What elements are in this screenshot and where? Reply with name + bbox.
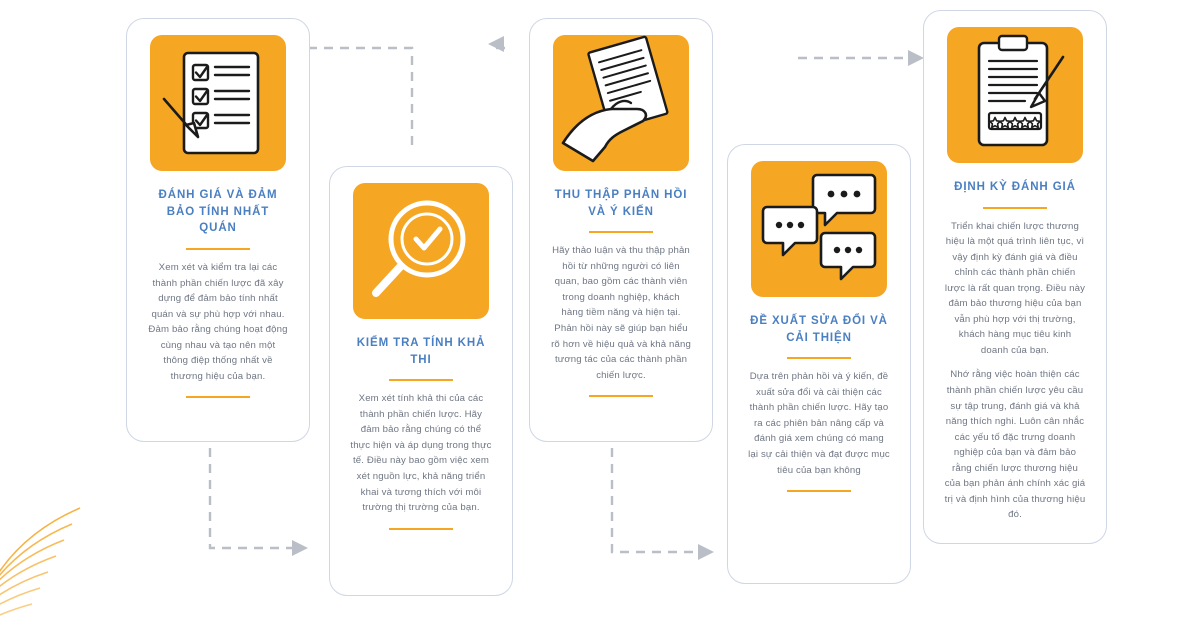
- hand-document-icon: [553, 35, 689, 171]
- title-divider: [983, 207, 1047, 209]
- bottom-divider: [389, 528, 453, 530]
- connector-4-5: [790, 28, 940, 148]
- card-body: [550, 243, 692, 383]
- card-body: [147, 260, 289, 384]
- title-divider: [589, 231, 653, 233]
- card-de-xuat-sua-doi-va-cai-thien[interactable]: [727, 144, 911, 584]
- title-divider: [389, 379, 453, 381]
- card-paragraph: Dựa trên phản hồi và ý kiến, đề xuất sửa đổi và cải thiện các thành phần chiến lược. Hãy tạo ra các phiên bản nâng cấp và đánh giá xem chúng có mang lại sự cải thiện và đạt được mục tiêu của bạn không: [748, 371, 890, 476]
- bottom-divider: [589, 395, 653, 397]
- clipboard-rating-icon: [947, 27, 1083, 163]
- card-title: KIỂM TRA TÍNH KHẢ THI: [356, 337, 486, 366]
- connector-2-3: [300, 36, 530, 166]
- card-paragraph: Xem xét tính khả thi của các thành phần chiến lược. Hãy đảm bảo rằng chúng có thể thực hiện và áp dụng trong thực tế. Điều này bao gồm việc xem xét nguồn lực, khả năng triển khai và tương thích với môi trường thị trường của bạn.: [350, 393, 492, 514]
- bottom-divider: [787, 490, 851, 492]
- connector-1-2: [180, 448, 330, 568]
- card-title: ĐÁNH GIÁ VÀ ĐẢM BẢO TÍNH NHẤT QUÁN: [158, 189, 278, 235]
- card-body: [944, 219, 1086, 523]
- speech-bubbles-icon: [751, 161, 887, 297]
- checklist-pencil-icon: [150, 35, 286, 171]
- bottom-divider: [186, 396, 250, 398]
- card-thu-thap-phan-hoi-va-y-kien[interactable]: [529, 18, 713, 442]
- connector-3-4: [588, 448, 736, 568]
- card-title: ĐỊNH KỲ ĐÁNH GIÁ: [954, 181, 1076, 193]
- title-divider: [787, 357, 851, 359]
- card-title: THU THẬP PHẢN HỒI VÀ Ý KIẾN: [554, 189, 688, 218]
- card-body: [350, 391, 492, 515]
- card-paragraph: Triển khai chiến lược thương hiệu là một quá trình liên tục, vì vậy định kỳ đánh giá và điều chỉnh các thành phần chiến lược là rất quan trọng. Điều này đảm bảo thương hiệu của bạn vẫn phù hợp với thị trường, khách hàng mục tiêu kinh doanh của bạn.: [944, 220, 1086, 356]
- title-divider: [186, 248, 250, 250]
- card-dinh-ky-danh-gia[interactable]: [923, 10, 1107, 544]
- card-paragraph: Nhớ rằng việc hoàn thiện các thành phần chiến lược yêu cầu sự tập trung, đánh giá và khả năng thích nghi. Luôn cân nhắc các yếu tố đặc trưng doanh nghiệp của bạn và đảm bảo rằng chiến lược thương hiệu của bạn phản ánh chính xác giá trị và định hình của thương hiệu đó.: [944, 369, 1086, 521]
- card-title: ĐỀ XUẤT SỬA ĐỔI VÀ CẢI THIỆN: [750, 315, 888, 344]
- card-danh-gia-va-dam-bao-tinh-nhat-quan[interactable]: [126, 18, 310, 442]
- card-paragraph: Hãy thảo luận và thu thập phản hồi từ những người có liên quan, bao gồm các thành viên trong doanh nghiệp, khách hàng tiềm năng và hiện tại. Phản hồi này sẽ giúp bạn hiểu rõ hơn về hiệu quả và khả năng tương tác của các thành phần chiến lược.: [551, 245, 691, 381]
- magnifier-check-icon: [353, 183, 489, 319]
- card-body: [748, 369, 890, 478]
- card-paragraph: Xem xét và kiểm tra lại các thành phần chiến lược đã xây dựng để đảm bảo tính nhất quán và sự phù hợp với nhau. Đảm bảo rằng chúng hoạt động cùng nhau và tạo nên một thông điệp thống nhất về thương hiệu của bạn.: [148, 262, 288, 382]
- card-kiem-tra-tinh-kha-thi[interactable]: [329, 166, 513, 596]
